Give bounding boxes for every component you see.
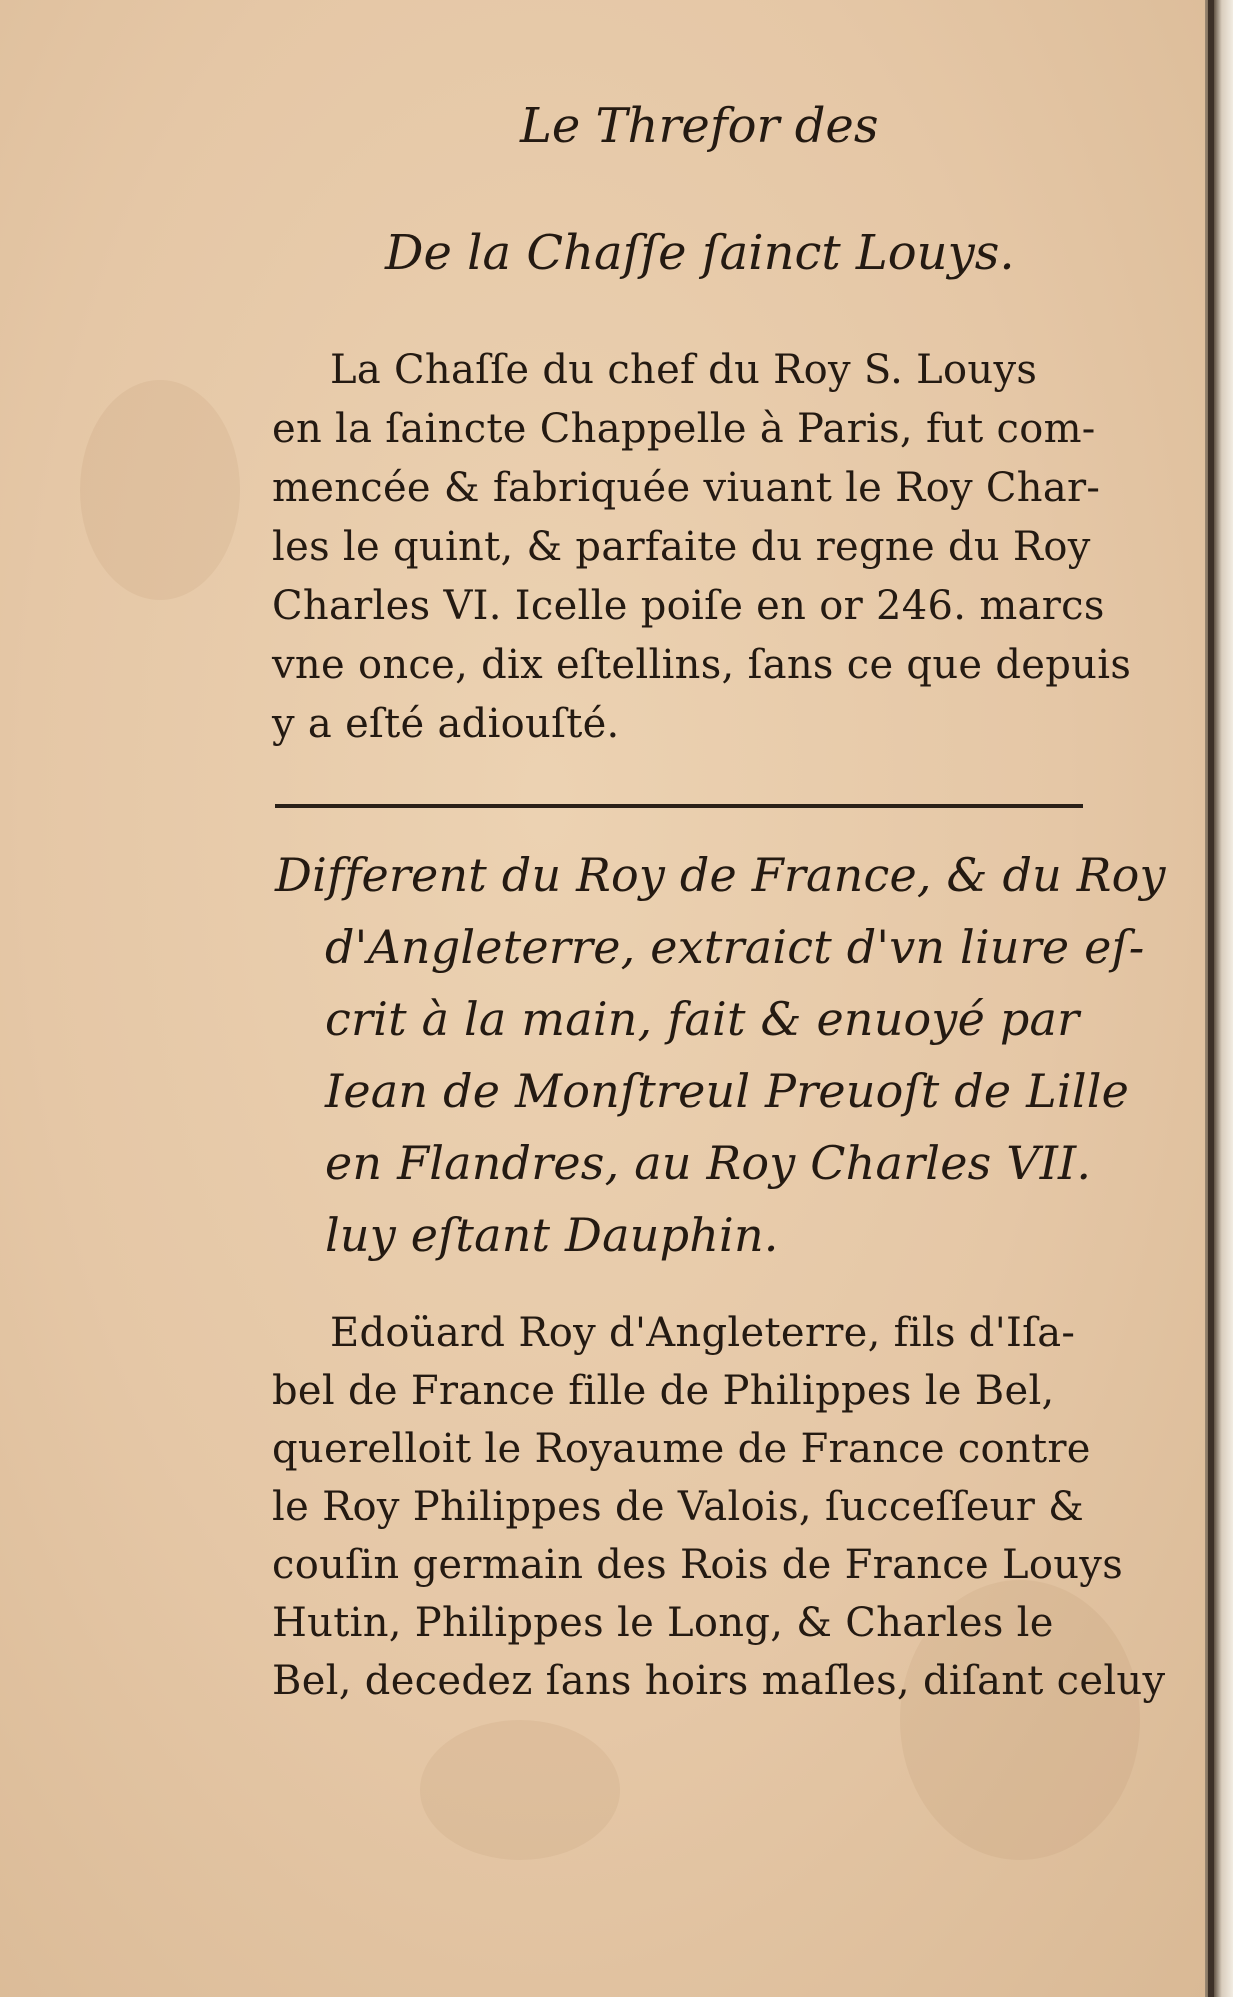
heading-line: luy eſtant Dauphin. [325,1208,779,1262]
body-line: mencée & fabriquée viuant le Roy Char- [272,465,1101,511]
heading-line: Different du Roy de France, & du Roy [275,848,1166,902]
heading-line: en Flandres, au Roy Charles VII. [325,1136,1092,1190]
body-line: querelloit le Royaume de France contre [272,1426,1091,1472]
running-head: Le Threfor des [520,98,879,154]
body-line: La Chaſſe du chef du Roy S. Louys [330,347,1038,393]
paper-stain [80,380,240,600]
body-line: en la ſaincte Chappelle à Paris, fut com- [272,406,1096,452]
section-divider [275,804,1083,808]
body-line: y a eſté adiouſté. [272,701,620,747]
body-line: Edoüard Roy d'Angleterre, fils d'Iſa- [330,1310,1076,1356]
heading-line: crit à la main, fait & enuoyé par [325,992,1080,1046]
body-line: le Roy Philippes de Valois, ſucceſſeur & [272,1484,1085,1530]
body-line: bel de France fille de Philippes le Bel, [272,1368,1055,1414]
heading-line: Iean de Monſtreul Preuoſt de Lille [325,1064,1130,1118]
body-line: Bel, decedez ſans hoirs maſles, diſant celuy [272,1658,1166,1704]
section-title: De la Chaſſe ſainct Louys. [385,225,1015,281]
heading-line: d'Angleterre, extraict d'vn liure eſ- [325,920,1145,974]
body-line: les le quint, & parfaite du regne du Roy [272,524,1091,570]
book-spine-shadow [1208,0,1214,1997]
paper-stain [420,1720,620,1860]
body-line: couſin germain des Rois de France Louys [272,1542,1124,1588]
body-line: Charles VI. Icelle poiſe en or 246. marcs [272,583,1105,629]
body-line: Hutin, Philippes le Long, & Charles le [272,1600,1054,1646]
body-line: vne once, dix eſtellins, ſans ce que depuis [272,642,1132,688]
